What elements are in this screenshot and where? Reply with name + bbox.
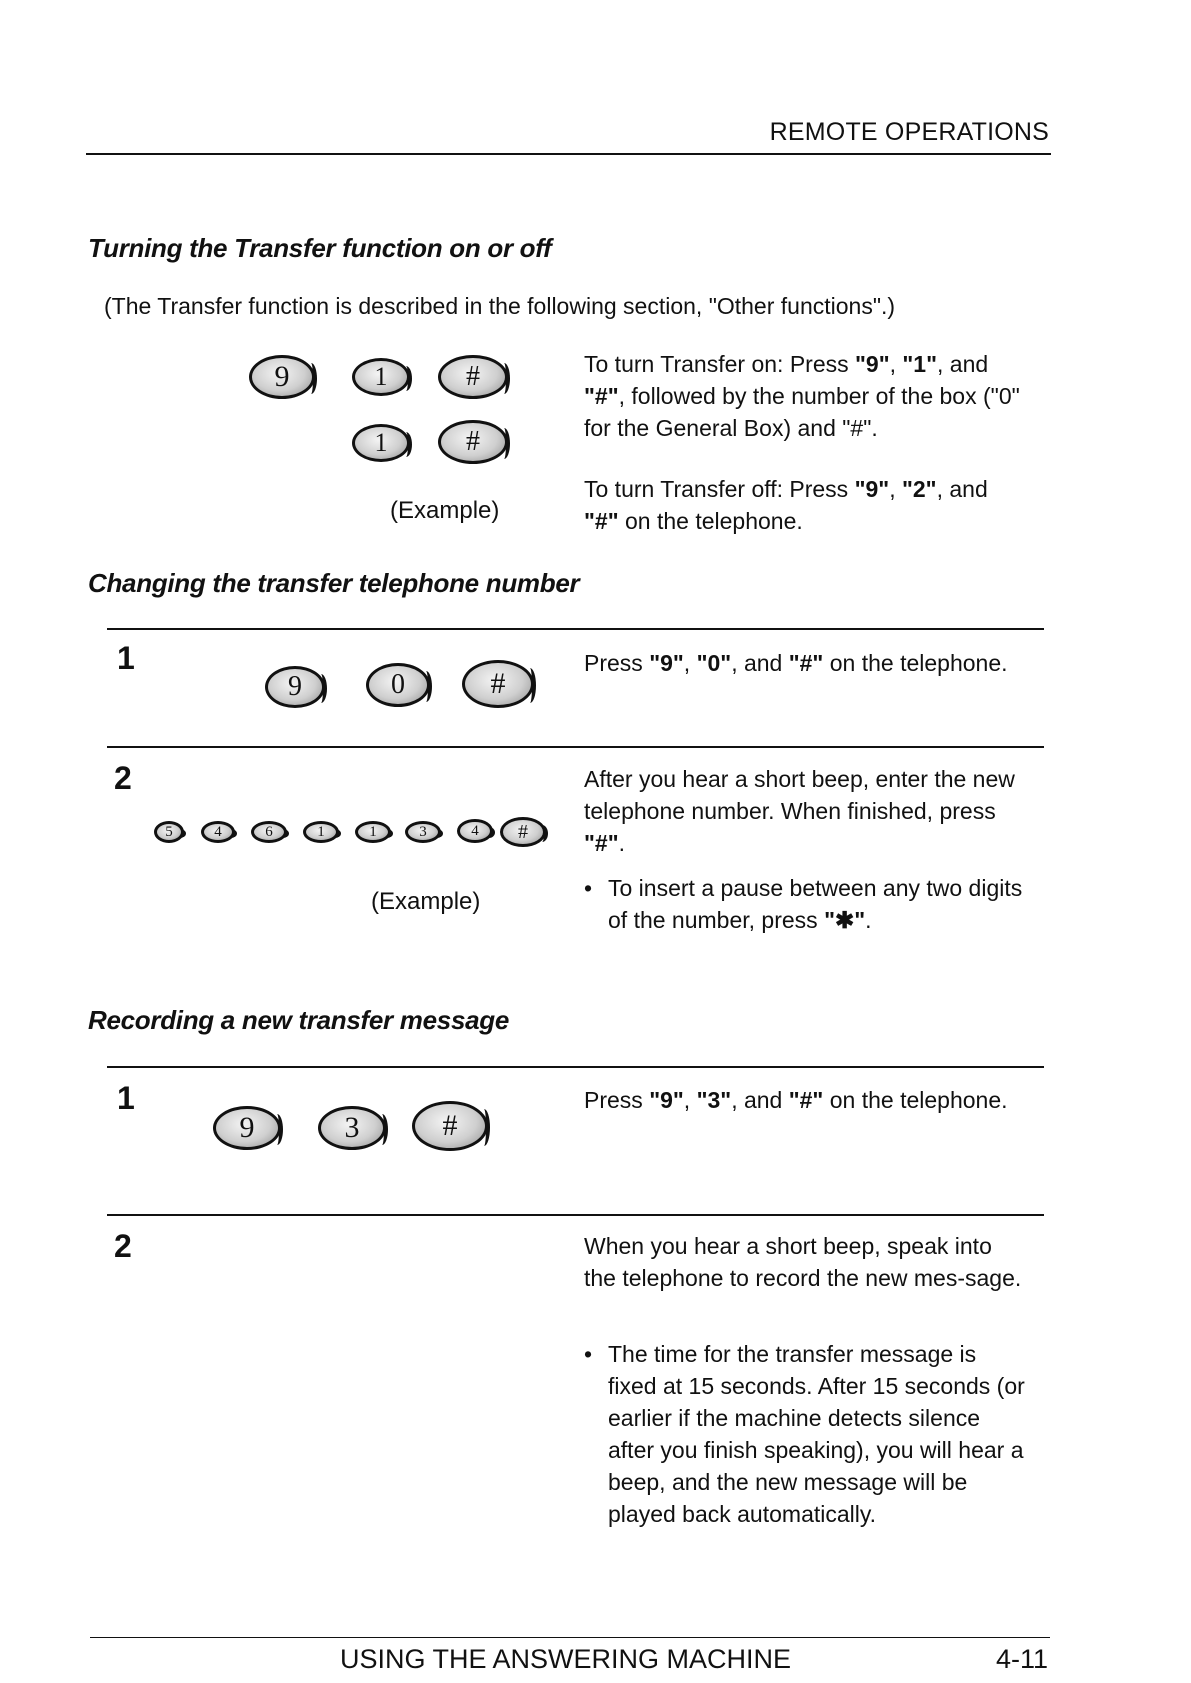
phone-key-icon: # — [412, 1101, 488, 1151]
step-instructions: After you hear a short beep, enter the new telephone number. When finished, press "#". — [584, 766, 1015, 856]
phone-key-icon: 6 — [251, 821, 287, 843]
phone-key-icon: 9 — [249, 355, 315, 399]
phone-key-icon: 5 — [154, 821, 184, 843]
step-number: 1 — [117, 640, 135, 676]
footer-title: USING THE ANSWERING MACHINE — [340, 1644, 792, 1674]
phone-key-icon: 3 — [318, 1106, 386, 1150]
step-number: 2 — [114, 1228, 132, 1264]
transfer-on-instructions: To turn Transfer on: Press "9", "1", and "#", followed by the number of the box ("0" for the General Box) and "#". — [584, 351, 1020, 441]
transfer-off-instructions: To turn Transfer off: Press "9", "2", and "#" on the telephone. — [584, 476, 988, 534]
phone-key-icon: 1 — [352, 424, 410, 462]
page-header-title: REMOTE OPERATIONS — [769, 118, 1049, 146]
phone-key-icon: 9 — [213, 1106, 281, 1150]
section-intro: (The Transfer function is described in the following section, "Other functions".) — [104, 293, 896, 319]
bullet-note: • The time for the transfer message is fixed at 15 seconds. After 15 seconds (or earlier if the machine detects silence after you finish speaking), you will hear a beep, and the new message will be played back automatically. — [584, 1341, 1025, 1527]
phone-key-icon: 1 — [355, 821, 391, 843]
phone-key-icon: # — [462, 660, 534, 708]
section-heading-record-message: Recording a new transfer message — [88, 1005, 509, 1035]
step-instructions: When you hear a short beep, speak into the telephone to record the new mes-sage. — [584, 1233, 1022, 1291]
step-rule — [107, 746, 1044, 748]
phone-key-icon: 1 — [303, 821, 339, 843]
bullet-note: • To insert a pause between any two digits of the number, press "✱". — [584, 875, 1023, 933]
phone-key-icon: 9 — [265, 666, 325, 708]
phone-key-icon: 4 — [201, 821, 235, 843]
phone-key-icon: 3 — [405, 821, 441, 843]
section-heading-change-number: Changing the transfer telephone number — [88, 568, 580, 598]
step-instructions: Press "9", "0", and "#" on the telephone. — [584, 650, 1008, 676]
phone-key-icon: # — [438, 420, 508, 464]
footer-rule — [90, 1637, 1050, 1638]
phone-key-icon: # — [500, 817, 546, 847]
header-rule — [86, 153, 1051, 155]
page-number: 4-11 — [996, 1644, 1049, 1674]
phone-key-icon: 4 — [457, 819, 493, 843]
step-rule — [107, 628, 1044, 630]
example-caption: (Example) — [371, 888, 481, 915]
phone-key-icon: 0 — [366, 663, 430, 707]
section-heading-transfer-onoff: Turning the Transfer function on or off — [88, 233, 552, 263]
step-number: 2 — [114, 760, 132, 796]
phone-key-icon: # — [438, 355, 508, 399]
phone-key-icon: 1 — [352, 358, 410, 396]
step-rule — [107, 1214, 1044, 1216]
step-rule — [107, 1066, 1044, 1068]
step-number: 1 — [117, 1080, 135, 1116]
example-caption: (Example) — [390, 497, 500, 524]
step-instructions: Press "9", "3", and "#" on the telephone. — [584, 1087, 1008, 1113]
